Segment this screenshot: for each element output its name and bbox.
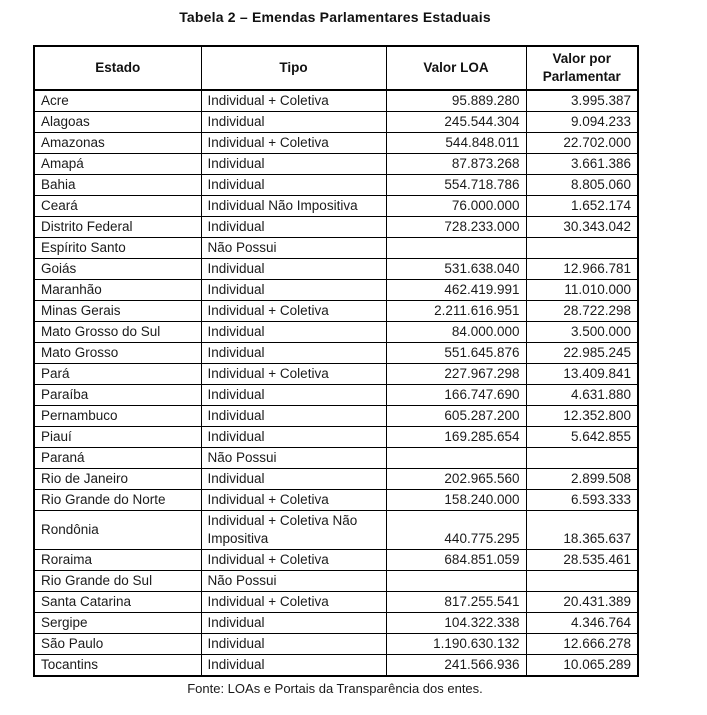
cell-valor-por-parlamentar: 12.352.800 xyxy=(526,406,638,427)
cell-estado: Acre xyxy=(34,90,201,112)
cell-estado: Rio Grande do Sul xyxy=(34,571,201,592)
cell-valor-loa: 245.544.304 xyxy=(386,112,526,133)
cell-tipo: Individual xyxy=(201,655,386,677)
cell-valor-por-parlamentar: 18.365.637 xyxy=(526,511,638,550)
cell-valor-por-parlamentar xyxy=(526,571,638,592)
table-row xyxy=(34,175,638,196)
cell-valor-por-parlamentar: 3.995.387 xyxy=(526,90,638,112)
cell-tipo: Individual xyxy=(201,322,386,343)
table-header xyxy=(34,46,638,90)
cell-estado: Alagoas xyxy=(34,112,201,133)
cell-tipo: Individual + Coletiva xyxy=(201,550,386,571)
cell-tipo: Individual xyxy=(201,175,386,196)
source-note: Fonte: LOAs e Portais da Transparência dos entes. xyxy=(187,681,483,696)
table-row xyxy=(34,217,638,238)
cell-valor-por-parlamentar: 4.631.880 xyxy=(526,385,638,406)
cell-valor-loa: 554.718.786 xyxy=(386,175,526,196)
cell-valor-loa: 544.848.011 xyxy=(386,133,526,154)
table-row xyxy=(34,364,638,385)
cell-valor-por-parlamentar: 20.431.389 xyxy=(526,592,638,613)
cell-estado: Paraná xyxy=(34,448,201,469)
cell-valor-loa: 158.240.000 xyxy=(386,490,526,511)
cell-valor-por-parlamentar: 11.010.000 xyxy=(526,280,638,301)
cell-valor-loa: 817.255.541 xyxy=(386,592,526,613)
cell-valor-por-parlamentar: 8.805.060 xyxy=(526,175,638,196)
cell-valor-por-parlamentar: 5.642.855 xyxy=(526,427,638,448)
cell-valor-por-parlamentar: 12.966.781 xyxy=(526,259,638,280)
cell-valor-loa: 76.000.000 xyxy=(386,196,526,217)
cell-valor-loa xyxy=(386,238,526,259)
cell-tipo: Individual + Coletiva xyxy=(201,90,386,112)
table-row xyxy=(34,448,638,469)
cell-estado: Bahia xyxy=(34,175,201,196)
table-row xyxy=(34,550,638,571)
emendas-table xyxy=(33,45,639,677)
cell-estado: Roraima xyxy=(34,550,201,571)
cell-valor-por-parlamentar: 12.666.278 xyxy=(526,634,638,655)
cell-tipo: Individual + Coletiva xyxy=(201,592,386,613)
header-estado: Estado xyxy=(34,46,201,90)
cell-tipo: Individual Não Impositiva xyxy=(201,196,386,217)
table-row xyxy=(34,592,638,613)
cell-estado: Goiás xyxy=(34,259,201,280)
cell-tipo: Individual xyxy=(201,112,386,133)
cell-estado: Pará xyxy=(34,364,201,385)
cell-estado: Pernambuco xyxy=(34,406,201,427)
cell-estado: Distrito Federal xyxy=(34,217,201,238)
table-row xyxy=(34,469,638,490)
cell-estado: São Paulo xyxy=(34,634,201,655)
cell-tipo: Individual xyxy=(201,217,386,238)
header-tipo: Tipo xyxy=(201,46,386,90)
cell-tipo: Individual xyxy=(201,259,386,280)
table-row xyxy=(34,511,638,550)
cell-estado: Ceará xyxy=(34,196,201,217)
cell-estado: Espírito Santo xyxy=(34,238,201,259)
cell-estado: Amapá xyxy=(34,154,201,175)
cell-tipo: Individual + Coletiva xyxy=(201,133,386,154)
cell-tipo: Individual + Coletiva xyxy=(201,490,386,511)
cell-valor-por-parlamentar: 10.065.289 xyxy=(526,655,638,677)
table-row xyxy=(34,280,638,301)
cell-estado: Maranhão xyxy=(34,280,201,301)
cell-valor-loa: 202.965.560 xyxy=(386,469,526,490)
table-title: Tabela 2 – Emendas Parlamentares Estaduais xyxy=(179,9,491,25)
cell-tipo: Individual xyxy=(201,613,386,634)
cell-estado: Minas Gerais xyxy=(34,301,201,322)
cell-valor-loa: 440.775.295 xyxy=(386,511,526,550)
cell-valor-loa: 104.322.338 xyxy=(386,613,526,634)
cell-tipo: Individual xyxy=(201,427,386,448)
cell-valor-loa: 551.645.876 xyxy=(386,343,526,364)
cell-tipo: Individual xyxy=(201,469,386,490)
table-row xyxy=(34,427,638,448)
cell-valor-loa: 728.233.000 xyxy=(386,217,526,238)
cell-valor-loa: 462.419.991 xyxy=(386,280,526,301)
cell-valor-por-parlamentar: 30.343.042 xyxy=(526,217,638,238)
cell-estado: Paraíba xyxy=(34,385,201,406)
cell-estado: Santa Catarina xyxy=(34,592,201,613)
cell-tipo: Individual xyxy=(201,406,386,427)
cell-valor-por-parlamentar: 13.409.841 xyxy=(526,364,638,385)
table-row xyxy=(34,238,638,259)
cell-estado: Mato Grosso xyxy=(34,343,201,364)
header-row xyxy=(34,46,638,90)
table-row xyxy=(34,259,638,280)
cell-valor-loa xyxy=(386,571,526,592)
cell-valor-loa: 169.285.654 xyxy=(386,427,526,448)
table-row xyxy=(34,406,638,427)
cell-valor-por-parlamentar: 4.346.764 xyxy=(526,613,638,634)
table-row xyxy=(34,154,638,175)
cell-tipo: Individual xyxy=(201,634,386,655)
table-body xyxy=(34,90,638,676)
table-row xyxy=(34,343,638,364)
cell-estado: Rondônia xyxy=(34,511,201,550)
cell-estado: Piauí xyxy=(34,427,201,448)
cell-valor-loa: 2.211.616.951 xyxy=(386,301,526,322)
cell-valor-loa: 605.287.200 xyxy=(386,406,526,427)
table-row xyxy=(34,133,638,154)
cell-valor-por-parlamentar: 28.535.461 xyxy=(526,550,638,571)
cell-tipo: Individual xyxy=(201,385,386,406)
cell-tipo: Individual xyxy=(201,280,386,301)
cell-valor-por-parlamentar: 3.661.386 xyxy=(526,154,638,175)
cell-tipo: Não Possui xyxy=(201,238,386,259)
cell-valor-por-parlamentar: 22.702.000 xyxy=(526,133,638,154)
cell-valor-loa: 166.747.690 xyxy=(386,385,526,406)
cell-valor-loa: 227.967.298 xyxy=(386,364,526,385)
cell-valor-loa xyxy=(386,448,526,469)
cell-valor-loa: 241.566.936 xyxy=(386,655,526,677)
cell-valor-loa: 1.190.630.132 xyxy=(386,634,526,655)
cell-valor-por-parlamentar xyxy=(526,448,638,469)
cell-estado: Rio de Janeiro xyxy=(34,469,201,490)
table-row xyxy=(34,322,638,343)
header-valor-por-parlamentar: Valor por Parlamentar xyxy=(526,46,638,90)
cell-valor-por-parlamentar: 3.500.000 xyxy=(526,322,638,343)
cell-tipo: Individual + Coletiva Não Impositiva xyxy=(201,511,386,550)
table-row xyxy=(34,634,638,655)
table-row xyxy=(34,90,638,112)
cell-valor-loa: 84.000.000 xyxy=(386,322,526,343)
cell-valor-por-parlamentar: 2.899.508 xyxy=(526,469,638,490)
table-row xyxy=(34,490,638,511)
cell-valor-loa: 684.851.059 xyxy=(386,550,526,571)
cell-valor-por-parlamentar: 1.652.174 xyxy=(526,196,638,217)
cell-estado: Tocantins xyxy=(34,655,201,677)
cell-valor-por-parlamentar: 9.094.233 xyxy=(526,112,638,133)
cell-tipo: Não Possui xyxy=(201,448,386,469)
cell-valor-loa: 531.638.040 xyxy=(386,259,526,280)
table-row xyxy=(34,655,638,677)
table-row xyxy=(34,196,638,217)
cell-valor-por-parlamentar: 28.722.298 xyxy=(526,301,638,322)
header-valor-loa: Valor LOA xyxy=(386,46,526,90)
cell-tipo: Individual xyxy=(201,343,386,364)
cell-estado: Rio Grande do Norte xyxy=(34,490,201,511)
table-row xyxy=(34,571,638,592)
cell-valor-loa: 87.873.268 xyxy=(386,154,526,175)
cell-valor-por-parlamentar: 22.985.245 xyxy=(526,343,638,364)
table-row xyxy=(34,301,638,322)
cell-tipo: Não Possui xyxy=(201,571,386,592)
table-row xyxy=(34,385,638,406)
cell-tipo: Individual + Coletiva xyxy=(201,364,386,385)
cell-estado: Sergipe xyxy=(34,613,201,634)
cell-valor-por-parlamentar xyxy=(526,238,638,259)
cell-estado: Mato Grosso do Sul xyxy=(34,322,201,343)
cell-valor-loa: 95.889.280 xyxy=(386,90,526,112)
cell-estado: Amazonas xyxy=(34,133,201,154)
table-row xyxy=(34,112,638,133)
cell-tipo: Individual xyxy=(201,154,386,175)
cell-valor-por-parlamentar: 6.593.333 xyxy=(526,490,638,511)
cell-tipo: Individual + Coletiva xyxy=(201,301,386,322)
table-row xyxy=(34,613,638,634)
